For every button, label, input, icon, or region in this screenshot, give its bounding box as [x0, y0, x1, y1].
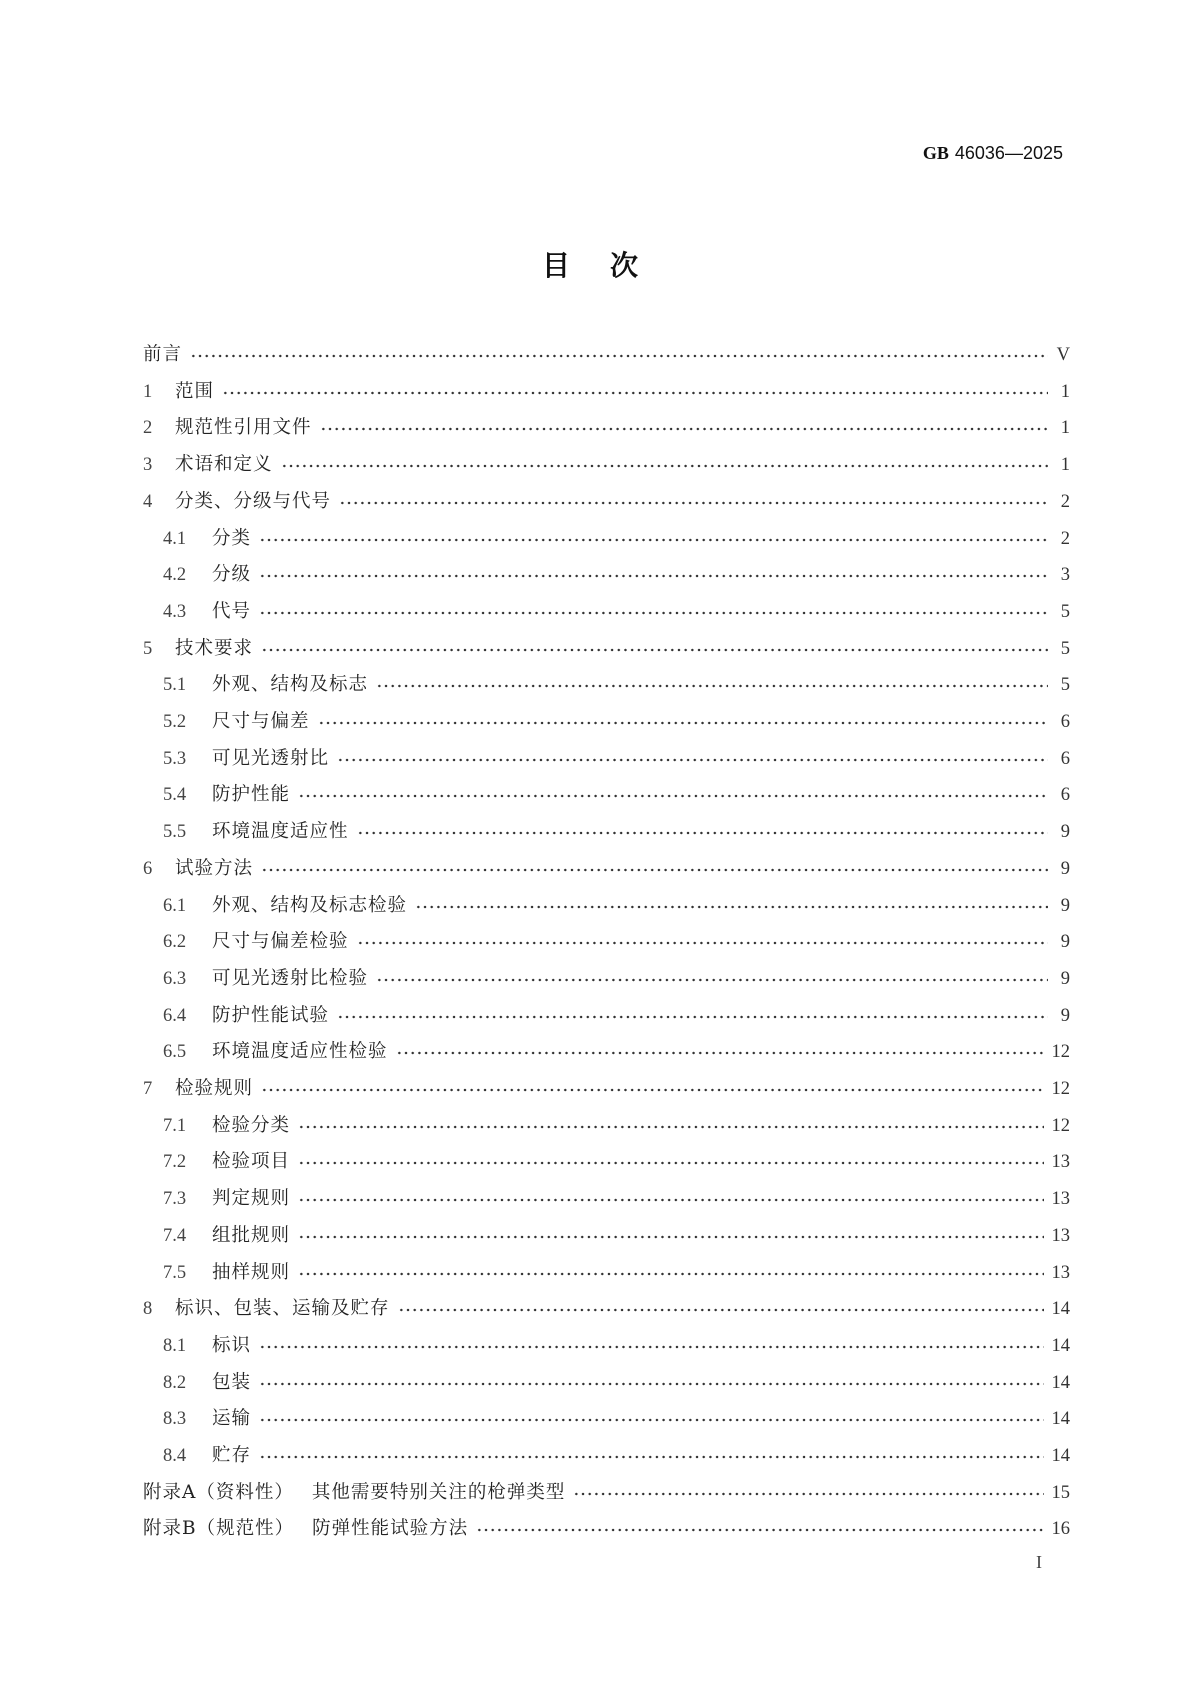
section-title: 可见光透射比检验 — [212, 967, 369, 989]
section-number: 5 — [143, 638, 153, 659]
section-title: 前言 — [143, 344, 183, 365]
section-title: 判定规则 — [212, 1188, 291, 1210]
toc-entry[interactable] — [143, 1074, 1070, 1100]
section-number: 5.3 — [163, 748, 187, 769]
dot-leader — [298, 794, 1048, 798]
section-number: 4.1 — [163, 528, 187, 549]
section-page: 5 — [1060, 638, 1070, 659]
dot-leader — [259, 1455, 1043, 1459]
dot-leader — [259, 1382, 1043, 1386]
dot-leader — [318, 721, 1048, 725]
section-page: 12 — [1051, 1042, 1070, 1063]
section-page: 9 — [1060, 1005, 1070, 1026]
dot-leader — [261, 868, 1048, 872]
dot-leader — [573, 1492, 1043, 1496]
toc-entry[interactable] — [163, 927, 1070, 953]
toc-entry[interactable] — [163, 1404, 1070, 1430]
section-number: 6.2 — [163, 932, 187, 953]
dot-leader — [357, 941, 1048, 945]
section-page: 14 — [1051, 1446, 1070, 1466]
dot-leader — [476, 1528, 1043, 1532]
toc-entry[interactable] — [163, 1001, 1070, 1027]
section-number: 5.4 — [163, 785, 187, 806]
section-page: 1 — [1060, 455, 1070, 476]
section-number: 6 — [143, 858, 153, 879]
page-number: I — [1036, 1552, 1042, 1572]
dot-leader — [298, 1198, 1043, 1202]
toc-entry[interactable] — [143, 1294, 1070, 1320]
section-number: 8.3 — [163, 1409, 187, 1430]
section-number: 8.1 — [163, 1335, 187, 1356]
section-page: 5 — [1060, 601, 1070, 622]
toc-entry[interactable] — [163, 1037, 1070, 1063]
section-page: 9 — [1060, 932, 1070, 953]
section-title: 尺寸与偏差 — [212, 711, 310, 732]
toc-entry[interactable] — [163, 1441, 1070, 1467]
standard-number — [923, 143, 1063, 164]
section-page: 1 — [1060, 418, 1070, 439]
section-title: 分类 — [212, 527, 252, 549]
dot-leader — [298, 1125, 1043, 1129]
section-title: 范围 — [175, 380, 215, 402]
section-title: 外观、结构及标志检验 — [212, 894, 408, 916]
section-number: 8.4 — [163, 1446, 187, 1466]
section-page: 6 — [1060, 748, 1070, 769]
section-number: 7.4 — [163, 1225, 187, 1246]
section-title: 包装 — [212, 1371, 252, 1393]
section-number: 1 — [143, 381, 153, 402]
section-number: 5.5 — [163, 822, 187, 843]
toc-entry[interactable] — [143, 340, 1070, 366]
dot-leader — [298, 1161, 1043, 1165]
section-title: 抽样规则 — [212, 1261, 291, 1283]
toc-entry[interactable] — [143, 854, 1070, 880]
toc-entry[interactable] — [163, 1147, 1070, 1173]
dot-leader — [259, 574, 1048, 578]
section-title: 规范性引用文件 — [175, 417, 312, 439]
dot-leader — [259, 538, 1048, 542]
toc-entry[interactable] — [163, 1331, 1070, 1357]
toc-entry[interactable] — [163, 1258, 1070, 1284]
section-title: 检验规则 — [175, 1078, 254, 1099]
section-number: 4.2 — [163, 565, 187, 586]
dot-leader — [190, 354, 1048, 358]
toc-entry[interactable] — [163, 744, 1070, 770]
section-title: 环境温度适应性检验 — [212, 1041, 388, 1063]
section-title: 检验分类 — [212, 1114, 291, 1136]
section-page: 9 — [1060, 822, 1070, 843]
section-title: 运输 — [212, 1408, 252, 1430]
section-page: 14 — [1051, 1335, 1070, 1356]
section-number: 7.5 — [163, 1262, 187, 1283]
section-number: 6.3 — [163, 968, 187, 989]
dot-leader — [376, 978, 1048, 982]
section-page: 13 — [1051, 1152, 1070, 1173]
dot-leader — [298, 1235, 1043, 1239]
toc-entry[interactable] — [143, 450, 1070, 476]
section-page: 13 — [1051, 1189, 1070, 1210]
section-title: 防护性能试验 — [212, 1004, 330, 1026]
toc-entry[interactable] — [163, 597, 1070, 623]
dot-leader — [320, 427, 1048, 431]
section-page: 9 — [1060, 968, 1070, 989]
toc-entry[interactable] — [143, 1514, 1070, 1540]
section-title: 标识、包装、运输及贮存 — [175, 1298, 390, 1320]
section-title: 防弹性能试验方法 — [312, 1518, 469, 1540]
toc-entry[interactable] — [163, 891, 1070, 917]
dot-leader — [261, 1088, 1043, 1092]
section-title: 防护性能 — [212, 784, 291, 806]
section-page: 9 — [1060, 858, 1070, 879]
dot-leader — [298, 1272, 1043, 1276]
toc-entry[interactable] — [163, 1368, 1070, 1394]
section-page: 1 — [1060, 381, 1070, 402]
appendix-label: 附录A（资料性） — [143, 1481, 294, 1503]
section-title: 标识 — [212, 1334, 252, 1356]
dot-leader — [259, 611, 1048, 615]
section-page: 6 — [1060, 785, 1070, 806]
section-number: 4.3 — [163, 601, 187, 622]
section-title: 技术要求 — [175, 637, 254, 659]
section-page: 12 — [1051, 1079, 1070, 1099]
toc-entry[interactable] — [143, 487, 1070, 513]
dot-leader — [337, 1015, 1048, 1019]
section-number: 4 — [143, 491, 153, 512]
section-page: 15 — [1051, 1482, 1070, 1503]
section-page: 2 — [1060, 491, 1070, 512]
section-number: 3 — [143, 455, 153, 476]
dot-leader — [259, 1345, 1043, 1349]
section-title: 检验项目 — [212, 1151, 291, 1173]
toc-entry[interactable] — [163, 1184, 1070, 1210]
dot-leader — [376, 684, 1048, 688]
toc-entry[interactable] — [163, 817, 1070, 843]
dot-leader — [281, 464, 1048, 468]
section-title: 环境温度适应性 — [212, 821, 349, 843]
toc-entry[interactable] — [163, 670, 1070, 696]
toc-entry[interactable] — [143, 377, 1070, 403]
dot-leader — [415, 905, 1048, 909]
section-title: 代号 — [212, 600, 252, 622]
appendix-label: 附录B（规范性） — [143, 1518, 295, 1540]
section-number: 8.2 — [163, 1372, 187, 1393]
dot-leader — [259, 1418, 1043, 1422]
section-page: 13 — [1051, 1225, 1070, 1246]
section-number: 8 — [143, 1299, 153, 1320]
section-title: 尺寸与偏差检验 — [212, 931, 349, 953]
section-title: 术语和定义 — [175, 454, 273, 476]
toc-entry[interactable] — [143, 413, 1070, 439]
toc-entry[interactable] — [163, 1111, 1070, 1137]
section-page: 3 — [1060, 565, 1070, 586]
section-page: 5 — [1060, 675, 1070, 696]
section-page: 9 — [1060, 895, 1070, 916]
section-page: 16 — [1051, 1519, 1070, 1540]
standard-code: 46036—2025 — [954, 143, 1063, 163]
section-title: 其他需要特别关注的枪弹类型 — [311, 1481, 566, 1503]
section-title: 可见光透射比 — [212, 747, 330, 769]
section-page: V — [1056, 345, 1070, 365]
section-number: 7.3 — [163, 1189, 187, 1210]
section-title: 分类、分级与代号 — [175, 490, 332, 512]
section-number: 5.1 — [163, 675, 187, 696]
dot-leader — [222, 391, 1048, 395]
standard-prefix: GB — [922, 143, 949, 163]
dot-leader — [396, 1051, 1044, 1055]
section-page: 14 — [1051, 1299, 1070, 1320]
dot-leader — [357, 831, 1048, 835]
dot-leader — [398, 1308, 1044, 1312]
toc-entry[interactable] — [163, 560, 1070, 586]
section-number: 7.2 — [163, 1152, 187, 1173]
dot-leader — [337, 758, 1048, 762]
section-number: 7 — [143, 1079, 153, 1099]
toc-entry[interactable] — [143, 634, 1070, 660]
section-number: 2 — [143, 418, 153, 439]
toc-entry[interactable] — [163, 780, 1070, 806]
section-page: 2 — [1060, 528, 1070, 549]
section-page: 12 — [1051, 1115, 1070, 1136]
section-number: 5.2 — [163, 712, 187, 732]
section-title: 外观、结构及标志 — [212, 674, 369, 696]
toc-entry[interactable] — [163, 707, 1070, 733]
section-title: 试验方法 — [175, 857, 254, 879]
toc-entry[interactable] — [163, 964, 1070, 990]
section-page: 13 — [1051, 1262, 1070, 1283]
toc-entry[interactable] — [163, 524, 1070, 550]
section-number: 6.1 — [163, 895, 187, 916]
dot-leader — [261, 648, 1048, 652]
section-title: 组批规则 — [212, 1224, 291, 1246]
section-number: 6.5 — [163, 1042, 187, 1063]
section-page: 14 — [1051, 1409, 1070, 1430]
page-title: 目次 — [541, 249, 678, 282]
section-title: 贮存 — [212, 1445, 252, 1466]
toc-entry[interactable] — [143, 1478, 1070, 1504]
section-page: 14 — [1051, 1372, 1070, 1393]
section-number: 7.1 — [163, 1115, 187, 1136]
section-page: 6 — [1060, 712, 1070, 732]
dot-leader — [339, 501, 1048, 505]
section-title: 分级 — [212, 564, 252, 586]
toc-entry[interactable] — [163, 1221, 1070, 1247]
section-number: 6.4 — [163, 1005, 187, 1026]
